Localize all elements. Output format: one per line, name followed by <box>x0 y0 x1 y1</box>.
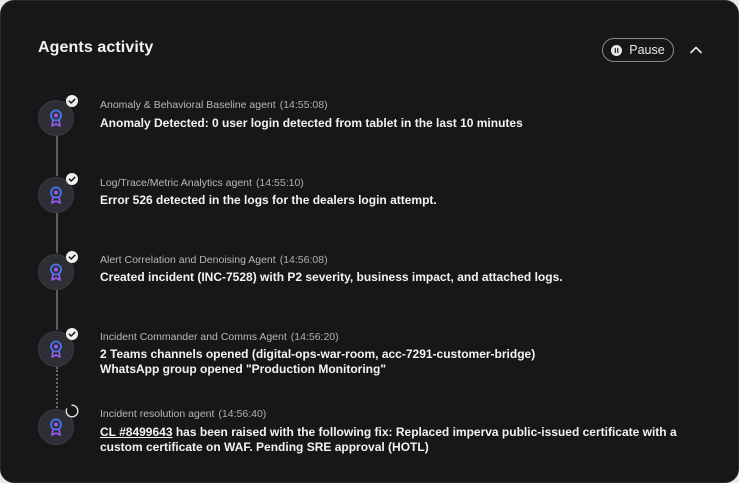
timeline-connector <box>56 290 58 330</box>
agent-name: Incident resolution agent (14:56:40) <box>100 408 267 420</box>
agent-badge-icon <box>48 186 64 204</box>
timeline-connector-pending <box>56 367 58 408</box>
timeline-connector <box>56 136 58 176</box>
activity-time: (14:55:08) <box>279 99 328 111</box>
pause-label: Pause <box>629 43 665 57</box>
check-circle-icon <box>66 95 78 107</box>
activity-message-line: 2 Teams channels opened (digital-ops-war-room, acc-7291-customer-bridge) <box>100 347 536 361</box>
timeline-connector <box>56 213 58 253</box>
check-circle-icon <box>66 328 78 340</box>
agent-name: Alert Correlation and Denoising Agent (14:56:08) <box>100 254 328 266</box>
agent-name: Log/Trace/Metric Analytics agent (14:55:10) <box>100 177 304 189</box>
agent-badge-icon <box>48 418 64 436</box>
change-list-link[interactable]: CL #8499643 <box>100 425 173 439</box>
check-circle-icon <box>66 173 78 185</box>
agent-name: Incident Commander and Comms Agent (14:56:20) <box>100 331 339 343</box>
activity-time: (14:56:20) <box>290 331 339 343</box>
activity-timeline <box>1 1 739 483</box>
activity-message <box>100 347 700 377</box>
activity-message <box>100 425 690 455</box>
activity-time: (14:56:08) <box>279 254 328 266</box>
activity-message-text: has been raised with the following fix: Replaced imperva public-issued certificate with a custom certificate on WAF. Pending SRE approval (HOTL) <box>100 425 677 454</box>
agent-badge-icon <box>48 109 64 127</box>
activity-message: Created incident (INC-7528) with P2 severity, business impact, and attached logs. <box>100 270 563 284</box>
activity-time: (14:56:40) <box>218 408 267 420</box>
agent-badge-icon <box>48 340 64 358</box>
activity-message: Error 526 detected in the logs for the dealers login attempt. <box>100 193 437 207</box>
agent-name: Anomaly & Behavioral Baseline agent (14:55:08) <box>100 99 328 111</box>
activity-time: (14:55:10) <box>255 177 304 189</box>
agent-badge-icon <box>48 263 64 281</box>
panel-title: Agents activity <box>38 39 154 56</box>
activity-message-line: WhatsApp group opened "Production Monitoring" <box>100 362 387 376</box>
check-circle-icon <box>66 251 78 263</box>
spinner-icon <box>65 404 79 418</box>
activity-message: Anomaly Detected: 0 user login detected from tablet in the last 10 minutes <box>100 116 523 130</box>
